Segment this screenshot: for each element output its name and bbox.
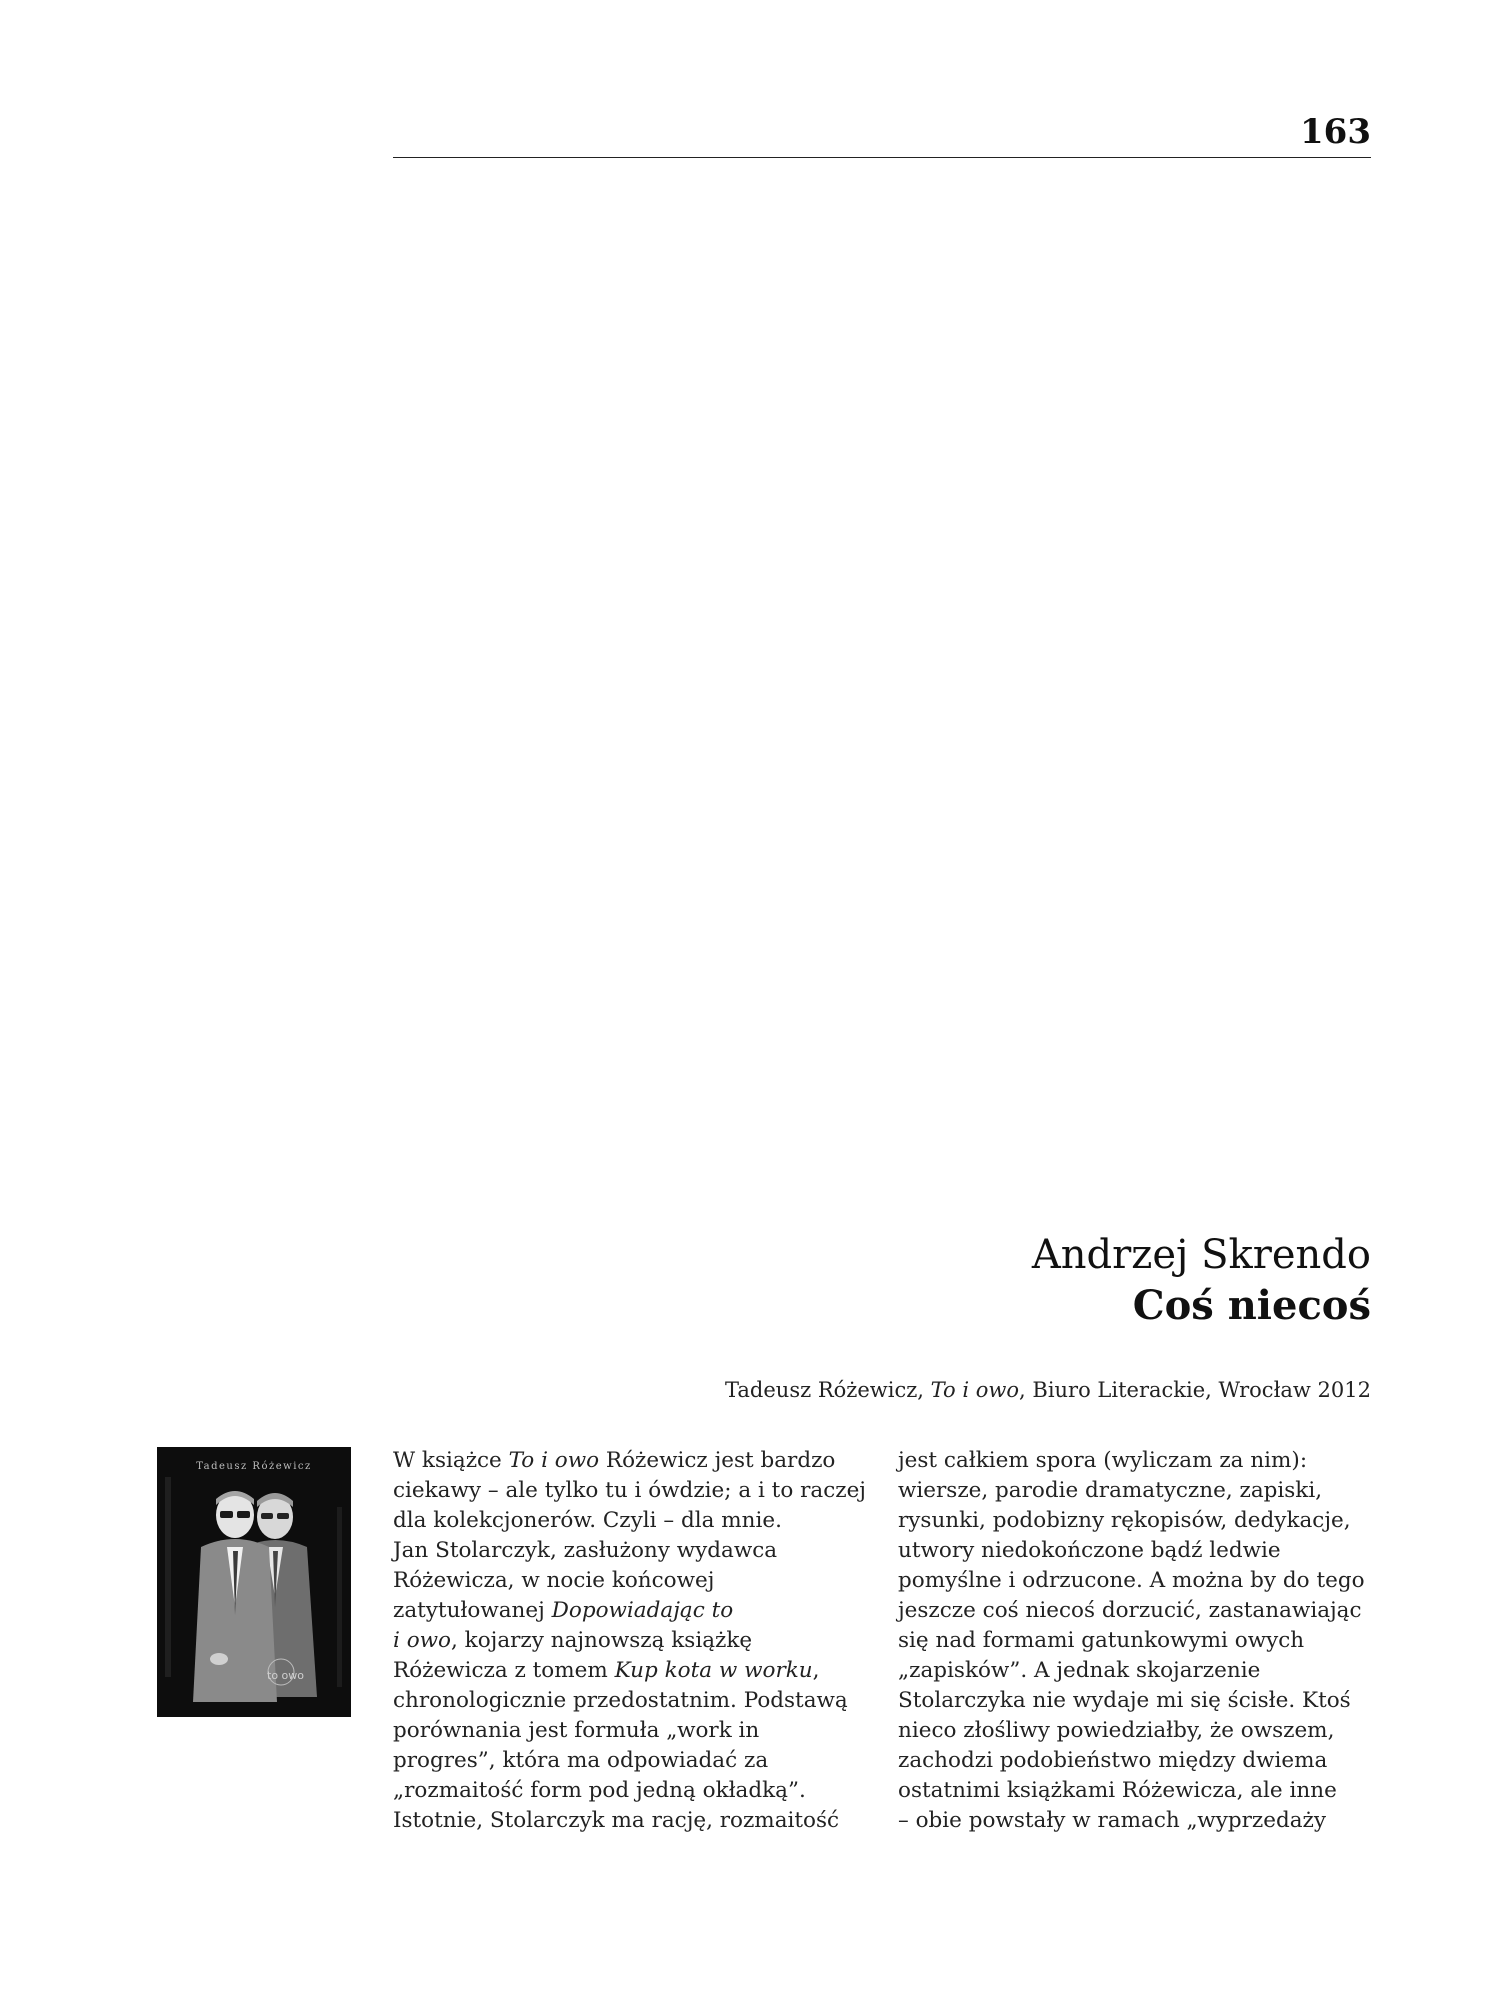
text-line: Jan Stolarczyk, zasłużony wydawca (393, 1538, 778, 1563)
cover-title-text: to owo (267, 1669, 304, 1682)
text-line: pomyślne i odrzucone. A można by do tego (898, 1568, 1365, 1593)
text-line: jest całkiem spora (wyliczam za nim): (898, 1448, 1308, 1473)
book-reference-title: To i owo (930, 1378, 1020, 1402)
text-line: utwory niedokończone bądź ledwie (898, 1538, 1281, 1563)
text-line: rysunki, podobizny rękopisów, dedykacje, (898, 1508, 1351, 1533)
text-line: W książce To i owo Różewicz jest bardzo (393, 1448, 836, 1473)
page-number: 163 (1300, 112, 1371, 152)
text-line: progres”, która ma odpowiadać za (393, 1748, 769, 1773)
text-line: i owo, kojarzy najnowszą książkę (393, 1628, 753, 1653)
body-column-right (898, 1446, 1365, 1836)
text-line: Istotnie, Stolarczyk ma rację, rozmaitość (393, 1808, 840, 1833)
text-line: nieco złośliwy powiedziałby, że owszem, (898, 1718, 1335, 1743)
header-rule (393, 157, 1371, 158)
text-line: zatytułowanej Dopowiadając to (393, 1598, 734, 1623)
text-line: jeszcze coś niecoś dorzucić, zastanawiając (898, 1598, 1362, 1623)
text-line: Różewicza, w nocie końcowej (393, 1568, 715, 1593)
text-line: – obie powstały w ramach „wyprzedaży (898, 1808, 1326, 1833)
text-line: „rozmaitość form pod jedną okładką”. (393, 1778, 806, 1803)
text-line: ostatnimi książkami Różewicza, ale inne (898, 1778, 1337, 1803)
body-column-left (393, 1446, 866, 1836)
text-line: Różewicza z tomem Kup kota w worku, (393, 1658, 820, 1683)
book-cover-image (157, 1447, 351, 1717)
book-reference-publisher: , Biuro Literackie, Wrocław 2012 (1019, 1378, 1371, 1402)
text-line: wiersze, parodie dramatyczne, zapiski, (898, 1478, 1323, 1503)
text-line: porównania jest formuła „work in (393, 1718, 760, 1743)
book-reference-author: Tadeusz Różewicz, (725, 1378, 924, 1402)
text-line: się nad formami gatunkowymi owych (898, 1628, 1305, 1653)
text-line: zachodzi podobieństwo między dwiema (898, 1748, 1328, 1773)
article-author: Andrzej Skrendo (1031, 1232, 1371, 1278)
text-line: „zapisków”. A jednak skojarzenie (898, 1658, 1261, 1683)
book-reference (725, 1378, 1371, 1402)
text-line: chronologicznie przedostatnim. Podstawą (393, 1688, 848, 1713)
cover-author-text: Tadeusz Różewicz (196, 1461, 312, 1472)
article-title: Coś niecoś (1132, 1282, 1371, 1329)
text-line: Stolarczyka nie wydaje mi się ścisłe. Ktoś (898, 1688, 1351, 1713)
text-line: ciekawy – ale tylko tu i ówdzie; a i to raczej (393, 1478, 866, 1503)
text-line: dla kolekcjonerów. Czyli – dla mnie. (393, 1508, 782, 1533)
book-cover-photo (157, 1447, 351, 1717)
